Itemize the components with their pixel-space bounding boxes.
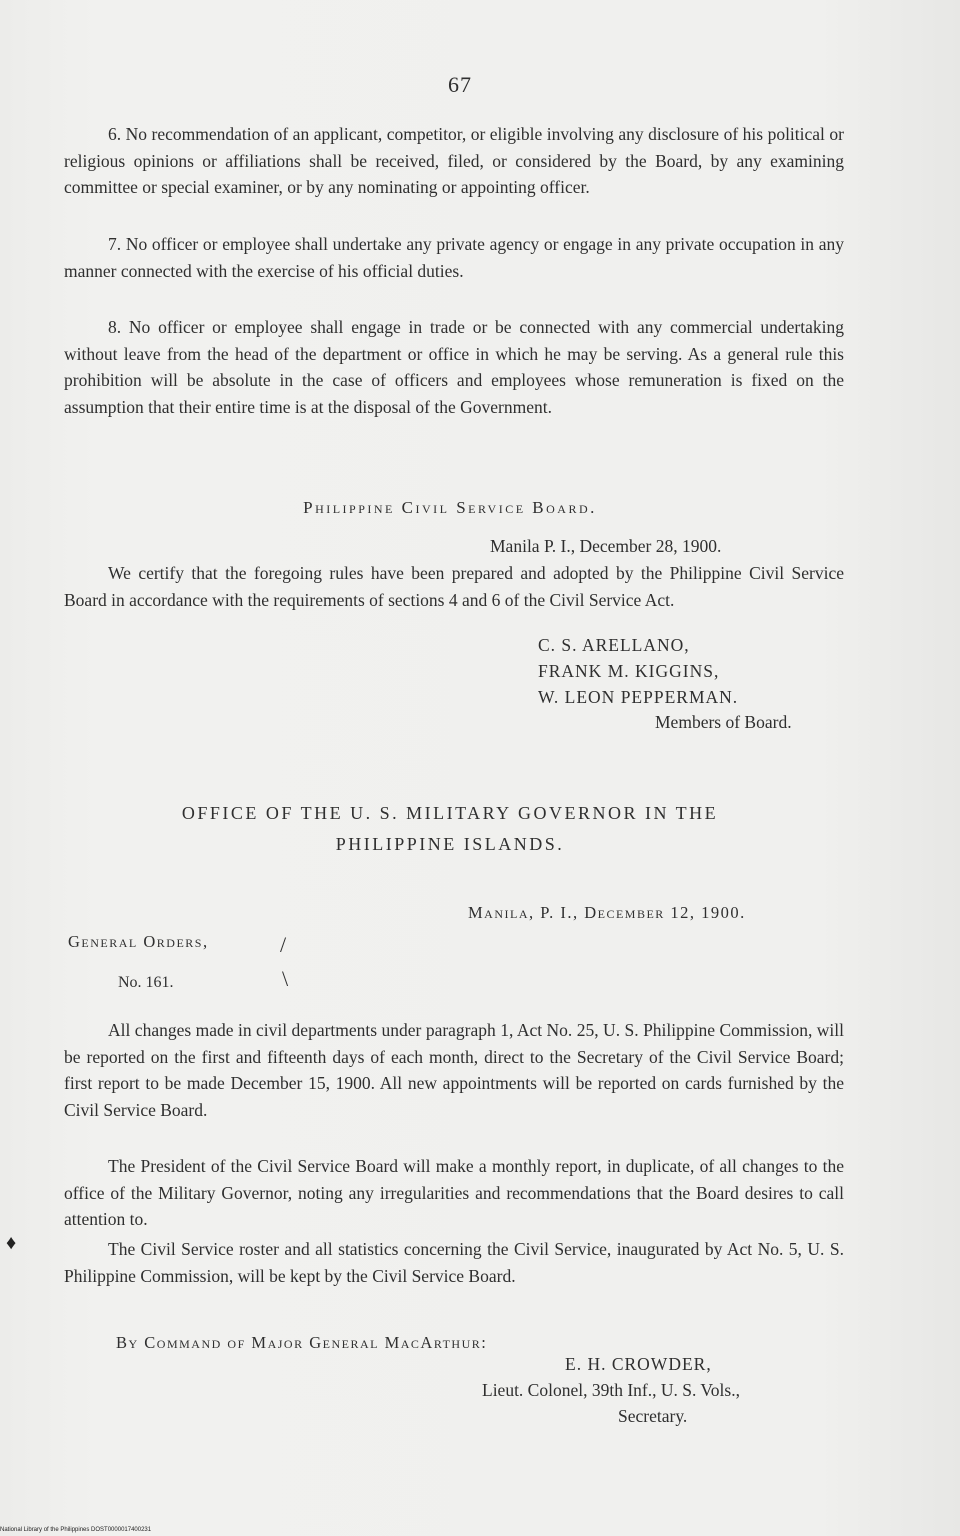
orders-dateline: Manila, P. I., December 12, 1900.: [468, 903, 746, 922]
rule-paragraph-7: 7. No officer or employee shall undertake any private agency or engage in any private occupation in any manner connected with the exercise of his official duties.: [64, 234, 844, 281]
orders-paragraph-2: The President of the Civil Service Board will make a monthly report, in duplicate, of all changes to the office of the Military Governor, noting any irregularities and recommendations that the Board desires to call attention to.: [64, 1156, 844, 1229]
certification-paragraph: We certify that the foregoing rules have been prepared and adopted by the Philippine Civil Service Board in accordance with the requirements of sections 4 and 6 of the Civil Service Act.: [64, 563, 844, 610]
board-heading: Philippine Civil Service Board.: [303, 498, 597, 517]
office-heading-line2: PHILIPPINE ISLANDS.: [335, 834, 565, 854]
footer-caption: National Library of the Philippines DOST0000017400231: [0, 1527, 152, 1533]
brace-top-mark: /: [280, 932, 287, 957]
orders-paragraph-1: All changes made in civil departments under paragraph 1, Act No. 25, U. S. Philippine Commission, will be reported on the first and fifteenth days of each month, direct to the Secretary of the Civil Service Board; first report to be made December 15, 1900. All new appointments will be reported on cards furnished by the Civil Service Board.: [64, 1020, 844, 1120]
signer-name: E. H. CROWDER,: [565, 1354, 712, 1374]
command-line: By Command of Major General MacArthur:: [116, 1333, 488, 1352]
margin-mark-icon: ♦: [6, 1232, 17, 1254]
signatory-3: W. LEON PEPPERMAN.: [538, 687, 739, 707]
brace-bottom-mark: \: [282, 966, 289, 991]
rule-paragraph-8: 8. No officer or employee shall engage in trade or be connected with any commercial undertaking without leave from the head of the department or office in which he may be serving. As a general rule this prohibition will be absolute in the case of officers and employees whose remuneration is fixed on the assumption that their entire time is at the disposal of the Government.: [64, 317, 844, 417]
signer-title: Secretary.: [618, 1406, 688, 1426]
general-orders-label: General Orders,: [68, 932, 209, 951]
orders-paragraph-3: The Civil Service roster and all statistics concerning the Civil Service, inaugurated by Act No. 5, U. S. Philippine Commission, will be kept by the Civil Service Board.: [64, 1239, 844, 1286]
rule-paragraph-6: 6. No recommendation of an applicant, competitor, or eligible involving any disclosure of his political or religious opinions or affiliations shall be received, filed, or considered by the Board, by any examining committee or special examiner, or by any nominating or appointing officer.: [64, 124, 844, 197]
page-number: 67: [448, 72, 472, 97]
signatory-1: C. S. ARELLANO,: [538, 635, 690, 655]
signer-rank: Lieut. Colonel, 39th Inf., U. S. Vols.,: [482, 1380, 740, 1400]
signatories-title: Members of Board.: [655, 712, 792, 732]
general-orders-number: No. 161.: [118, 974, 174, 991]
office-heading-line1: OFFICE OF THE U. S. MILITARY GOVERNOR IN THE: [181, 803, 719, 823]
board-dateline: Manila P. I., December 28, 1900.: [490, 536, 722, 556]
signatory-2: FRANK M. KIGGINS,: [538, 661, 720, 681]
